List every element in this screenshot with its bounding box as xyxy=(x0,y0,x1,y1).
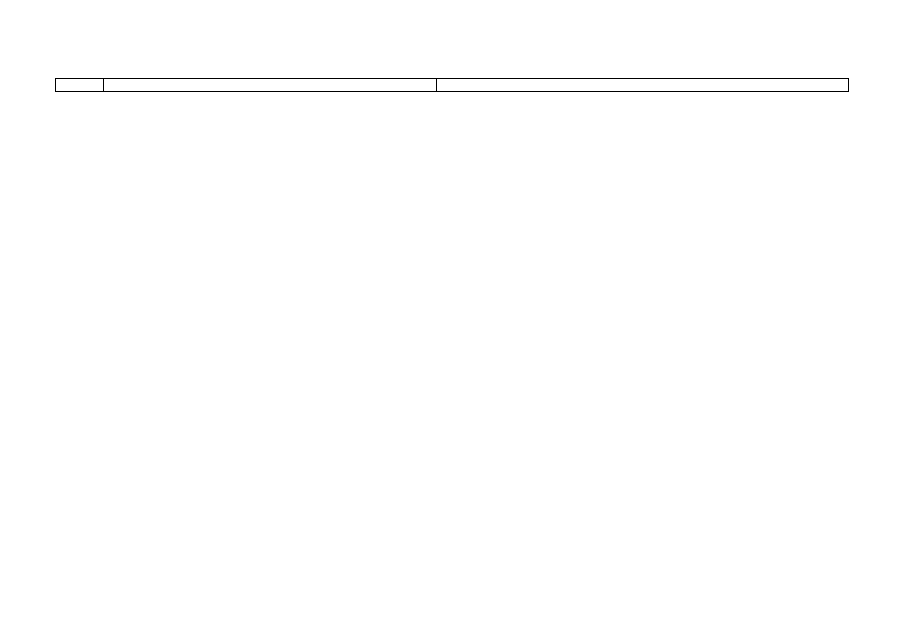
header-col-1 xyxy=(56,79,104,92)
buildings-table xyxy=(55,78,849,92)
header-row xyxy=(56,79,849,92)
table-body xyxy=(56,79,849,92)
header-col-2 xyxy=(104,79,437,92)
header-col-3 xyxy=(437,79,849,92)
